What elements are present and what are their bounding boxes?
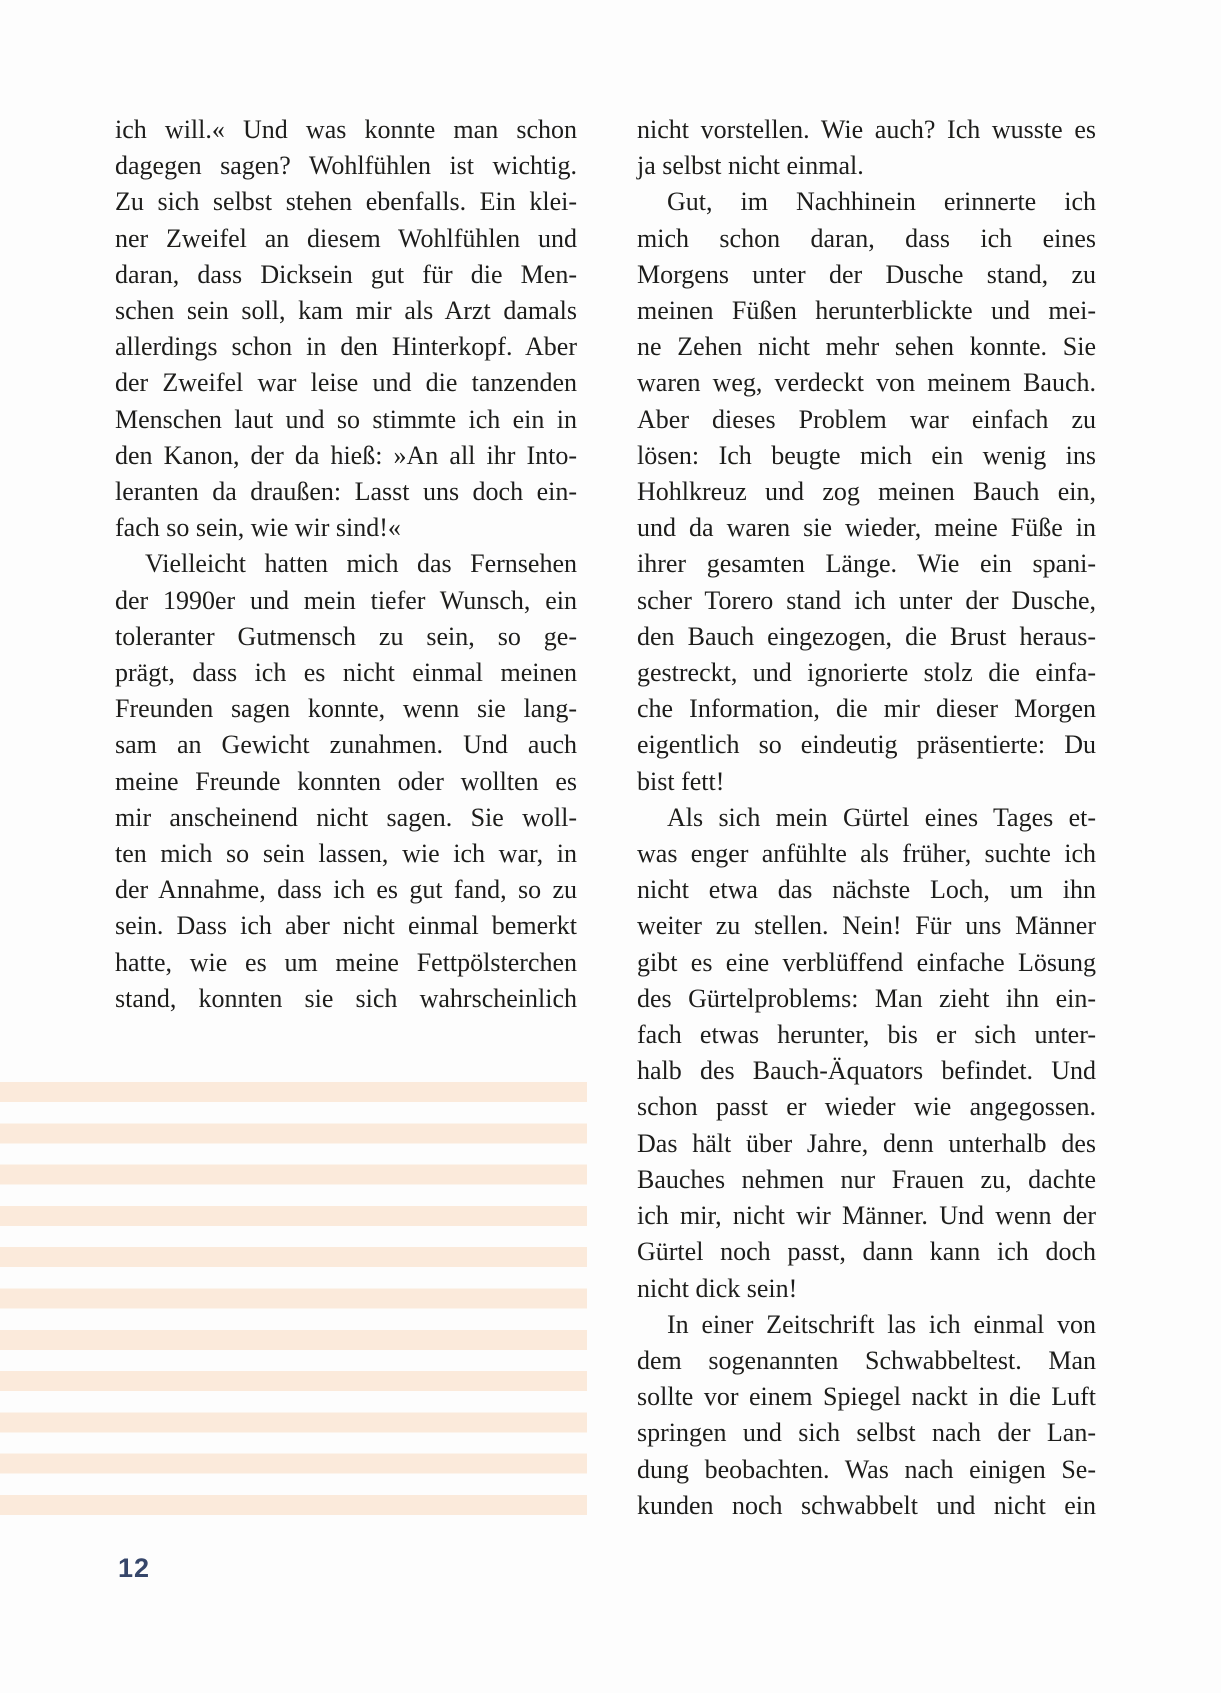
text-line: Morgens unter der Dusche stand, zu — [637, 259, 1096, 289]
text-line: allerdings schon in den Hinterkopf. Aber — [115, 332, 577, 362]
text-line: Aber dieses Problem war einfach zu — [637, 404, 1096, 434]
text-line: eigentlich so eindeutig präsentierte: Du — [637, 730, 1096, 760]
text-line: mir anscheinend nicht sagen. Sie woll- — [115, 802, 577, 832]
text-line: lösen: Ich beugte mich ein wenig ins — [637, 440, 1096, 470]
decorative-stripes — [0, 1082, 587, 1515]
text-line: sollte vor einem Spiegel nackt in die Luft — [637, 1382, 1096, 1412]
text-line: nicht etwa das nächste Loch, um ihn — [637, 875, 1096, 905]
text-line: Das hält über Jahre, denn unterhalb des — [637, 1128, 1096, 1158]
text-line: der 1990er und mein tiefer Wunsch, ein — [115, 585, 577, 615]
text-line: Freunden sagen konnte, wenn sie lang- — [115, 694, 577, 724]
text-line: gibt es eine verblüffend einfache Lösung — [637, 947, 1096, 977]
text-line: Vielleicht hatten mich das Fernsehen — [145, 549, 577, 579]
text-line: schon passt er wieder wie angegossen. — [637, 1092, 1096, 1122]
text-line: toleranter Gutmensch zu sein, so ge- — [115, 621, 577, 651]
text-line: des Gürtelproblems: Man zieht ihn ein- — [637, 983, 1096, 1013]
text-line: was enger anfühlte als früher, suchte ich — [637, 839, 1096, 869]
text-line: leranten da draußen: Lasst uns doch ein- — [115, 477, 577, 507]
text-line: der Zweifel war leise und die tanzenden — [115, 368, 577, 398]
text-line: prägt, dass ich es nicht einmal meinen — [115, 658, 577, 688]
text-line: waren weg, verdeckt von meinem Bauch. — [637, 368, 1096, 398]
text-line: bist fett! — [637, 766, 725, 796]
text-line: und da waren sie wieder, meine Füße in — [637, 513, 1096, 543]
text-line: weiter zu stellen. Nein! Für uns Männer — [637, 911, 1096, 941]
text-line: der Annahme, dass ich es gut fand, so zu — [115, 875, 577, 905]
text-line: Menschen laut und so stimmte ich ein in — [115, 404, 577, 434]
text-line: fach so sein, wie wir sind!« — [115, 513, 401, 543]
right-text-column — [637, 112, 1096, 1524]
text-line: meinen Füßen herunterblickte und mei- — [637, 296, 1096, 326]
text-line: Hohlkreuz und zog meinen Bauch ein, — [637, 477, 1096, 507]
text-line: Gut, im Nachhinein erinnerte ich — [667, 187, 1096, 217]
page-number: 12 — [118, 1553, 151, 1583]
text-line: nicht dick sein! — [637, 1273, 798, 1303]
text-line: meine Freunde konnten oder wollten es — [115, 766, 577, 796]
text-line: springen und sich selbst nach der Lan- — [637, 1418, 1096, 1448]
text-line: In einer Zeitschrift las ich einmal von — [667, 1309, 1096, 1339]
text-line: ja selbst nicht einmal. — [637, 151, 864, 181]
text-line: sam an Gewicht zunahmen. Und auch — [115, 730, 577, 760]
text-line: mich schon daran, dass ich eines — [637, 223, 1096, 253]
text-line: che Information, die mir dieser Morgen — [637, 694, 1096, 724]
text-line: dung beobachten. Was nach einigen Se- — [637, 1454, 1096, 1484]
left-text-column — [115, 112, 577, 1017]
text-line: den Kanon, der da hieß: »An all ihr Into- — [115, 440, 577, 470]
text-line: dagegen sagen? Wohlfühlen ist wichtig. — [115, 151, 577, 181]
text-line: ne Zehen nicht mehr sehen konnte. Sie — [637, 332, 1096, 362]
text-line: ihrer gesamten Länge. Wie ein spani- — [637, 549, 1096, 579]
text-line: scher Torero stand ich unter der Dusche, — [637, 585, 1096, 615]
text-line: dem sogenannten Schwabbeltest. Man — [637, 1345, 1096, 1375]
text-line: daran, dass Dicksein gut für die Men- — [115, 259, 577, 289]
text-line: fach etwas herunter, bis er sich unter- — [637, 1020, 1096, 1050]
text-line: ten mich so sein lassen, wie ich war, in — [115, 839, 577, 869]
text-line: nicht vorstellen. Wie auch? Ich wusste es — [637, 115, 1096, 144]
text-line: ich mir, nicht wir Männer. Und wenn der — [637, 1201, 1096, 1231]
text-line: sein. Dass ich aber nicht einmal bemerkt — [115, 911, 577, 941]
text-line: ner Zweifel an diesem Wohlfühlen und — [115, 223, 577, 253]
text-line: stand, konnten sie sich wahrscheinlich — [115, 983, 577, 1013]
text-line: Bauches nehmen nur Frauen zu, dachte — [637, 1164, 1096, 1194]
text-line: Als sich mein Gürtel eines Tages et- — [667, 802, 1096, 832]
text-line: gestreckt, und ignorierte stolz die einfa- — [637, 658, 1096, 688]
text-line: Zu sich selbst stehen ebenfalls. Ein klei- — [115, 187, 577, 217]
text-line: hatte, wie es um meine Fettpölsterchen — [115, 947, 577, 977]
text-line: kunden noch schwabbelt und nicht ein — [637, 1490, 1096, 1520]
text-line: ich will.« Und was konnte man schon — [115, 115, 577, 144]
text-line: den Bauch eingezogen, die Brust heraus- — [637, 621, 1096, 651]
text-line: Gürtel noch passt, dann kann ich doch — [637, 1237, 1096, 1267]
text-line: schen sein soll, kam mir als Arzt damals — [115, 296, 577, 326]
text-line: halb des Bauch-Äquators befindet. Und — [637, 1056, 1096, 1086]
